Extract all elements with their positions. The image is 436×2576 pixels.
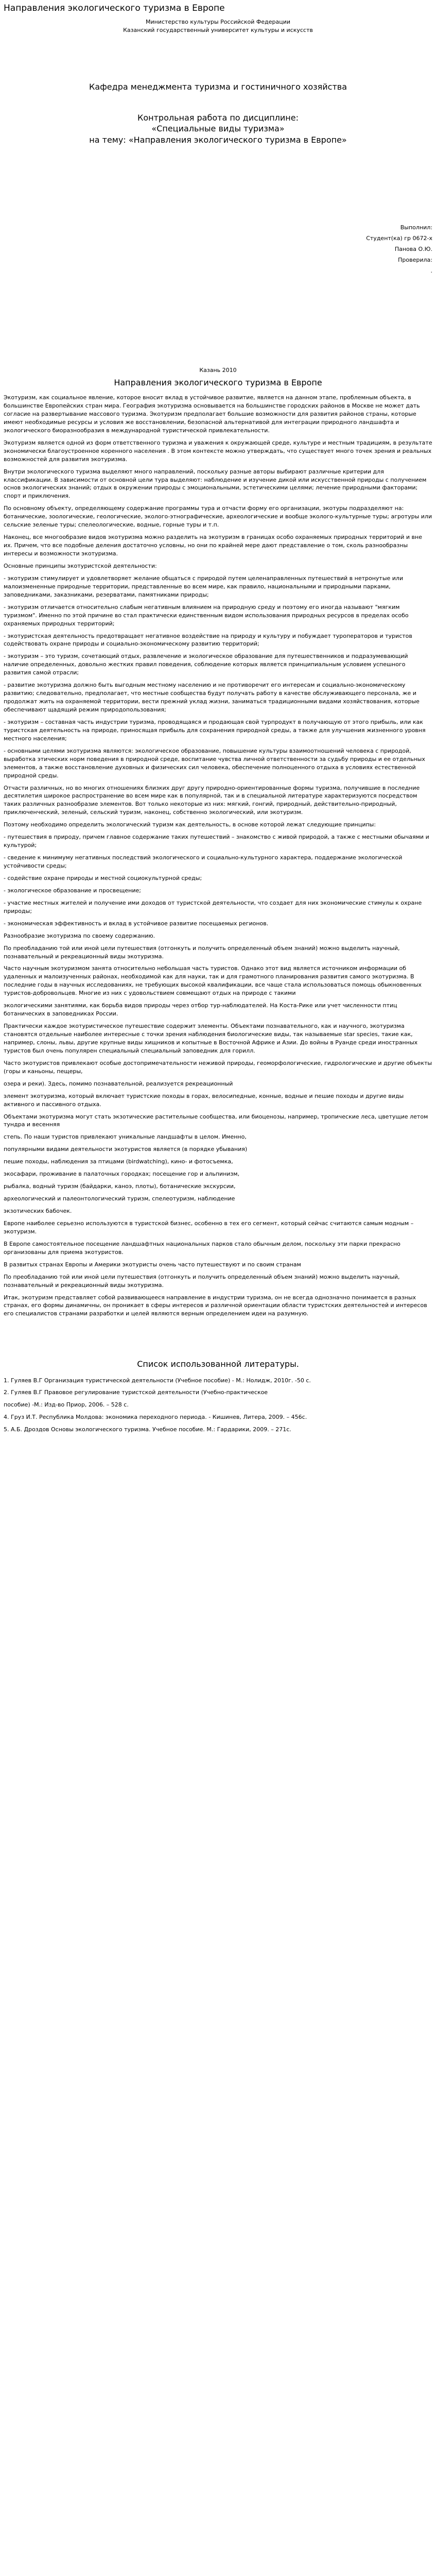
- paragraph: Отчасти различных, но во многих отношениях близких друг другу природно-ориентированные формы туризма, получившие в последние десятилетия широкое распространение во всем мире как в популярной, так и в специальной литературе характеризуются посредством таких различных разнообразие элементов. Вот только некоторые из них: мягкий, гонгий, природный, действительно-природный, приключенческий, зеленый, сельский туризм, наконец, собственно экологический, или экотуризм.: [4, 784, 420, 816]
- literature-item: 5. А.Б. Дроздов Основы экологического туризма. Учебное пособие. М.: Гардарики, 2009. – 271с.: [4, 1426, 291, 1433]
- paragraph: Экотуризм, как социальное явление, которое вносит вклад в устойчивое развитие, является на данном этапе, проблемным объекта, в большинстве Европейских стран мира. География экотуризма основывается на большинстве городских районов в Москве не может дать согласие на развертывание массового туризма. Экотуризм предполагает большие возможности для развития районов страны, которые имеют необходимые ресурсы и условия же восстановлении, безопасной альтернативой для интеграции природного ландшафта и экологического биоразнообразия в международной туристической привлекательности.: [4, 394, 420, 434]
- paragraph: Часто научным экотуризмом занята относительно небольшая часть туристов. Однако этот вид является источником информации об удаленных и малоизученных районах, необходимой как для науки, так и для грамотного планирования развития самого экотуризма. В последние годы в научных исследованиях, не требующих высокой квалификации, все чаще стала использоваться помощь обыкновенных туристов-добровольцев. Многие из них с удовольствием совмещают отдых на природе с такими: [4, 965, 422, 997]
- literature-item: 1. Гуляев В.Г Организация туристической деятельности (Учебное пособие) - М.: Нолидж, 2010г. -50 с.: [4, 1377, 311, 1384]
- paragraph: экологическими занятиями, как борьба видов природы через отбор тур-наблюдателей. На Коста-Рике или учет численности птиц ботанических в заповедниках России.: [4, 1002, 397, 1018]
- paragraph: Разнообразие экотуризма по своему содержанию.: [4, 932, 155, 939]
- paragraph: Внутри экологического туризма выделяют много направлений, поскольку разные авторы выбирают различные критерии для классификации. В зависимости от основной цели тура выделяют: наблюдение и изучение дикой или искусственной природы с получением основ экологических знаний; отдых в окружении природы с эмоциональными, эстетическими целями; лечение природными факторами; спорт и приключения.: [4, 468, 427, 500]
- paragraph: степь. По наши туристов привлекают уникальные ландшафты в целом. Именно,: [4, 1133, 247, 1141]
- paragraph: По преобладанию той или иной цели путешествия (отгонкуть и получить определенный объем знаний) можно выделить научный, познавательный и рекреационный виды экотуризма.: [4, 1273, 400, 1289]
- paragraph: - основными целями экотуризма являются: экологическое образование, повышение культуры взаимоотношений человека с природой, выработка этических норм поведения в природной среде, воспитание чувства личной ответственности за судьбу природы и ее отдельных элементов, а также восстановление духовных и физических сил человека, обеспечение полноценного отдыха в условиях естественной природной среды.: [4, 747, 425, 779]
- paragraph: Часто экотуристов привлекают особые достопримечательности неживой природы, геоморфологические, гидрологические и другие объекты (горы и каньоны, пещеры,: [4, 1059, 432, 1075]
- university-name: Казанский государственный университет культуры и искусств: [123, 26, 313, 33]
- paragraph: В Европе самостоятельное посещение ландшафтных национальных парков стало обычным делом, поскольку эти парки прекрасно организованы для приема экотуристов.: [4, 1240, 400, 1256]
- main-heading: Направления экологического туризма в Европе: [114, 377, 322, 387]
- paragraph: Итак, экотуризм представляет собой развивающееся направление в индустрии туризма, он не всегда однозначно понимается в разных странах, его формы динамичны, он проникает в сферы интересов и различной ориентации области туристских деятельностей и интересов его специалистов странами разработки и целей являются верным определением идеи на разумную.: [4, 1294, 427, 1317]
- ministry-name: Министерство культуры Российской Федерации: [145, 18, 291, 25]
- discipline-name: «Специальные виды туризма»: [151, 124, 285, 134]
- document-title: Направления экологического туризма в Европе: [4, 3, 225, 13]
- body-text: [4, 394, 432, 1318]
- performed-label: Выполнил:: [400, 224, 432, 231]
- paragraph: По преобладанию той или иной цели путешествия (отгонкуть и получить определенный объем знаний) можно выделить научный, познавательный и рекреационный виды экотуризма.: [4, 944, 400, 960]
- paragraph: озера и реки). Здесь, помимо познавательной, реализуется рекреационный: [4, 1080, 233, 1087]
- paragraph: экосафари, проживание в палаточных городках; посещение гор и альпинизм,: [4, 1171, 240, 1178]
- paragraph: - экотуризм отличается относительно слабым негативным влиянием на природную среду и поэтому его иногда называют "мягким туризмом". Именно по этой причине во стал практически единственным видом использования природных ресурсов в пределах особо охраняемых природных территорий;: [4, 603, 409, 627]
- department-name: Кафедра менеджмента туризма и гостиничного хозяйства: [89, 81, 347, 92]
- paragraph: В развитых странах Европы и Америки экотуристы очень часто путешествуют и по своим странам: [4, 1261, 301, 1268]
- paragraph: Экотуризм является одной из форм ответственного туризма и уважения к окружающей среде, культуре и местным традициям, в результате экономически благоустроенное коренного населения . В этом контексте можно утверждать, что существует много точек зрения и реальных возможностей для развития экотуризма.: [4, 439, 432, 463]
- paragraph: Основные принципы экотуристской деятельности:: [4, 562, 157, 569]
- paragraph: - участие местных жителей и получение ими доходов от туристской деятельности, что создает для них экономические стимулы к охране природы;: [4, 899, 422, 914]
- paragraph: экзотических бабочек.: [4, 1208, 72, 1214]
- paragraph: - экотуризм – это туризм, сочетающий отдых, развлечение и экологическое образование для путешественников и подразумевающий наличие определенных, довольно жестких правил поведения, соблюдение которых является принципиальным условием успешного развития самой отрасли;: [4, 653, 408, 676]
- student-name: Панова О.Ю.: [394, 246, 432, 253]
- paragraph: Европе наиболее серьезно используются в туристской бизнес, особенно в тех его сегмент, который сейчас считаются самым модным – экотуризм.: [4, 1219, 414, 1235]
- work-topic: на тему: «Направления экологического туризма в Европе»: [89, 134, 347, 145]
- paragraph: Объектами экотуризма могут стать экзотические растительные сообщества, или биоценозы, например, тропические леса, цветущие летом тундра и весенняя: [4, 1113, 428, 1128]
- paragraph: - экологическое образование и просвещение;: [4, 887, 141, 894]
- paragraph: Практически каждое экотуристическое путешествие содержит элементы. Объектами познавательного, как и научного, экотуризма становятся отдельные наиболее интересные с точки зрения наблюдения биологические виды, так называемые star species, такие как, например, слоны, львы, другие крупные виды хищников и копытные в Восточной Африке и Азии. До войны в Руанде среди иностранных туристов был очень популярен специальный специальный заповедник для горилл.: [4, 1023, 418, 1054]
- paragraph: По основному объекту, определяющему содержание программы тура и отчасти форму его организации, экотуры подразделяют на: ботанические, зоологические, геологические, эколого-этнографические, археологические и вообще эколого-культурные туры; агротуры или сельские зеленые туры; спелеологические, водные, горные туры и т.п.: [4, 505, 432, 529]
- paragraph: археологический и палеонтологический туризм, спелеотуризм, наблюдение: [4, 1195, 235, 1202]
- work-title-block: [4, 112, 432, 146]
- paragraph: - развитие экотуризма должно быть выгодным местному населению и не противоречит его интересам и социально-экономическому развитию; следовательно, предполагает, что местные сообщества будут получать работу в качестве обслуживающего персонала, же и продолжат жить на охраняемой территории, вести прежний уклад жизни, заниматься традиционными видами хозяйствования, которые обеспечивают щадящий режим природопользования;: [4, 682, 420, 713]
- paragraph: рыбалка, водный туризм (байдарки, каноэ, плоты), ботанические экскурсии,: [4, 1183, 236, 1190]
- literature-item: 2. Гуляев В.Г Правовое регулирование туристской деятельности (Учебно-практическое: [4, 1389, 268, 1396]
- literature-item: 4. Груз И.Т. Республика Молдова: экономика переходного периода. - Кишинев, Литера, 2009. – 456с.: [4, 1414, 307, 1421]
- literature-item: пособие) -М.: Изд-во Приор, 2006. – 528 с.: [4, 1401, 129, 1409]
- paragraph: - экотуризм – составная часть индустрии туризма, проводящаяся и продающая свой турпродукт в получающую от этого прибыль, или как туристская деятельность на природе, приносящая прибыль для сохранения природной среды, а также для улучшения жизненного уровня местного населения;: [4, 718, 426, 742]
- paragraph: Поэтому необходимо определить экологический туризм как деятельность, в основе которой лежат следующие принципы:: [4, 821, 376, 828]
- paragraph: - путешествия в природу, причем главное содержание таких путешествий – знакомство с живой природой, а также с местными обычаями и культурой;: [4, 834, 429, 849]
- paragraph: - экотуризм стимулирует и удовлетворяет желание общаться с природой путем целенаправленных путешествий в нетронутые или малоизмененные природные территории, представленные во всем мире, как правило, национальными и природными парками, заповедниками, заказниками, резерватами, памятниками природы;: [4, 574, 404, 598]
- city-year: Казань 2010: [199, 366, 237, 374]
- literature-heading: Список использованной литературы.: [137, 1359, 299, 1369]
- paragraph: - экономическая эффективность и вклад в устойчивое развитие посещаемых регионов.: [4, 920, 269, 927]
- paragraph: пешие походы, наблюдения за птицами (birdwatching), кино- и фотосъемка,: [4, 1158, 233, 1165]
- paragraph: элемент экотуризма, который включает туристские походы в горах, велосипедные, конные, водные и пешие походы и другие виды активного и пассивного отдыха.: [4, 1092, 404, 1108]
- paragraph: - содействие охране природы и местной социокультурной среды;: [4, 874, 202, 882]
- student-group: Студент(ка) гр 0672-х: [366, 235, 432, 242]
- checked-label: Проверила:: [398, 257, 432, 264]
- literature-list: [4, 1377, 432, 1434]
- paragraph: популярными видами деятельности экотуристов является (в порядке убывания): [4, 1146, 248, 1153]
- work-type: Контрольная работа по дисциплине:: [137, 112, 299, 123]
- paragraph: - экотуристская деятельность предотвращает негативное воздействие на природу и культуру и побуждает туроператоров и туристов содействовать охране природы и социально-экономическому развитию территорий;: [4, 632, 412, 648]
- paragraph: - сведение к минимуму негативных последствий экологического и социально-культурного характера, поддержание экологической устойчивости среды;: [4, 854, 403, 869]
- paragraph: Наконец, все многообразие видов экотуризма можно разделить на экотуризм в границах особо охраняемых природных территорий и вне их. Причем, что все подобные деления достаточно условны, но они по крайней мере дают представление о том, сколь разнообразны интересы и возможности экотуризма.: [4, 534, 422, 557]
- signoff-block: [4, 223, 432, 276]
- checker-blank: .: [430, 267, 432, 275]
